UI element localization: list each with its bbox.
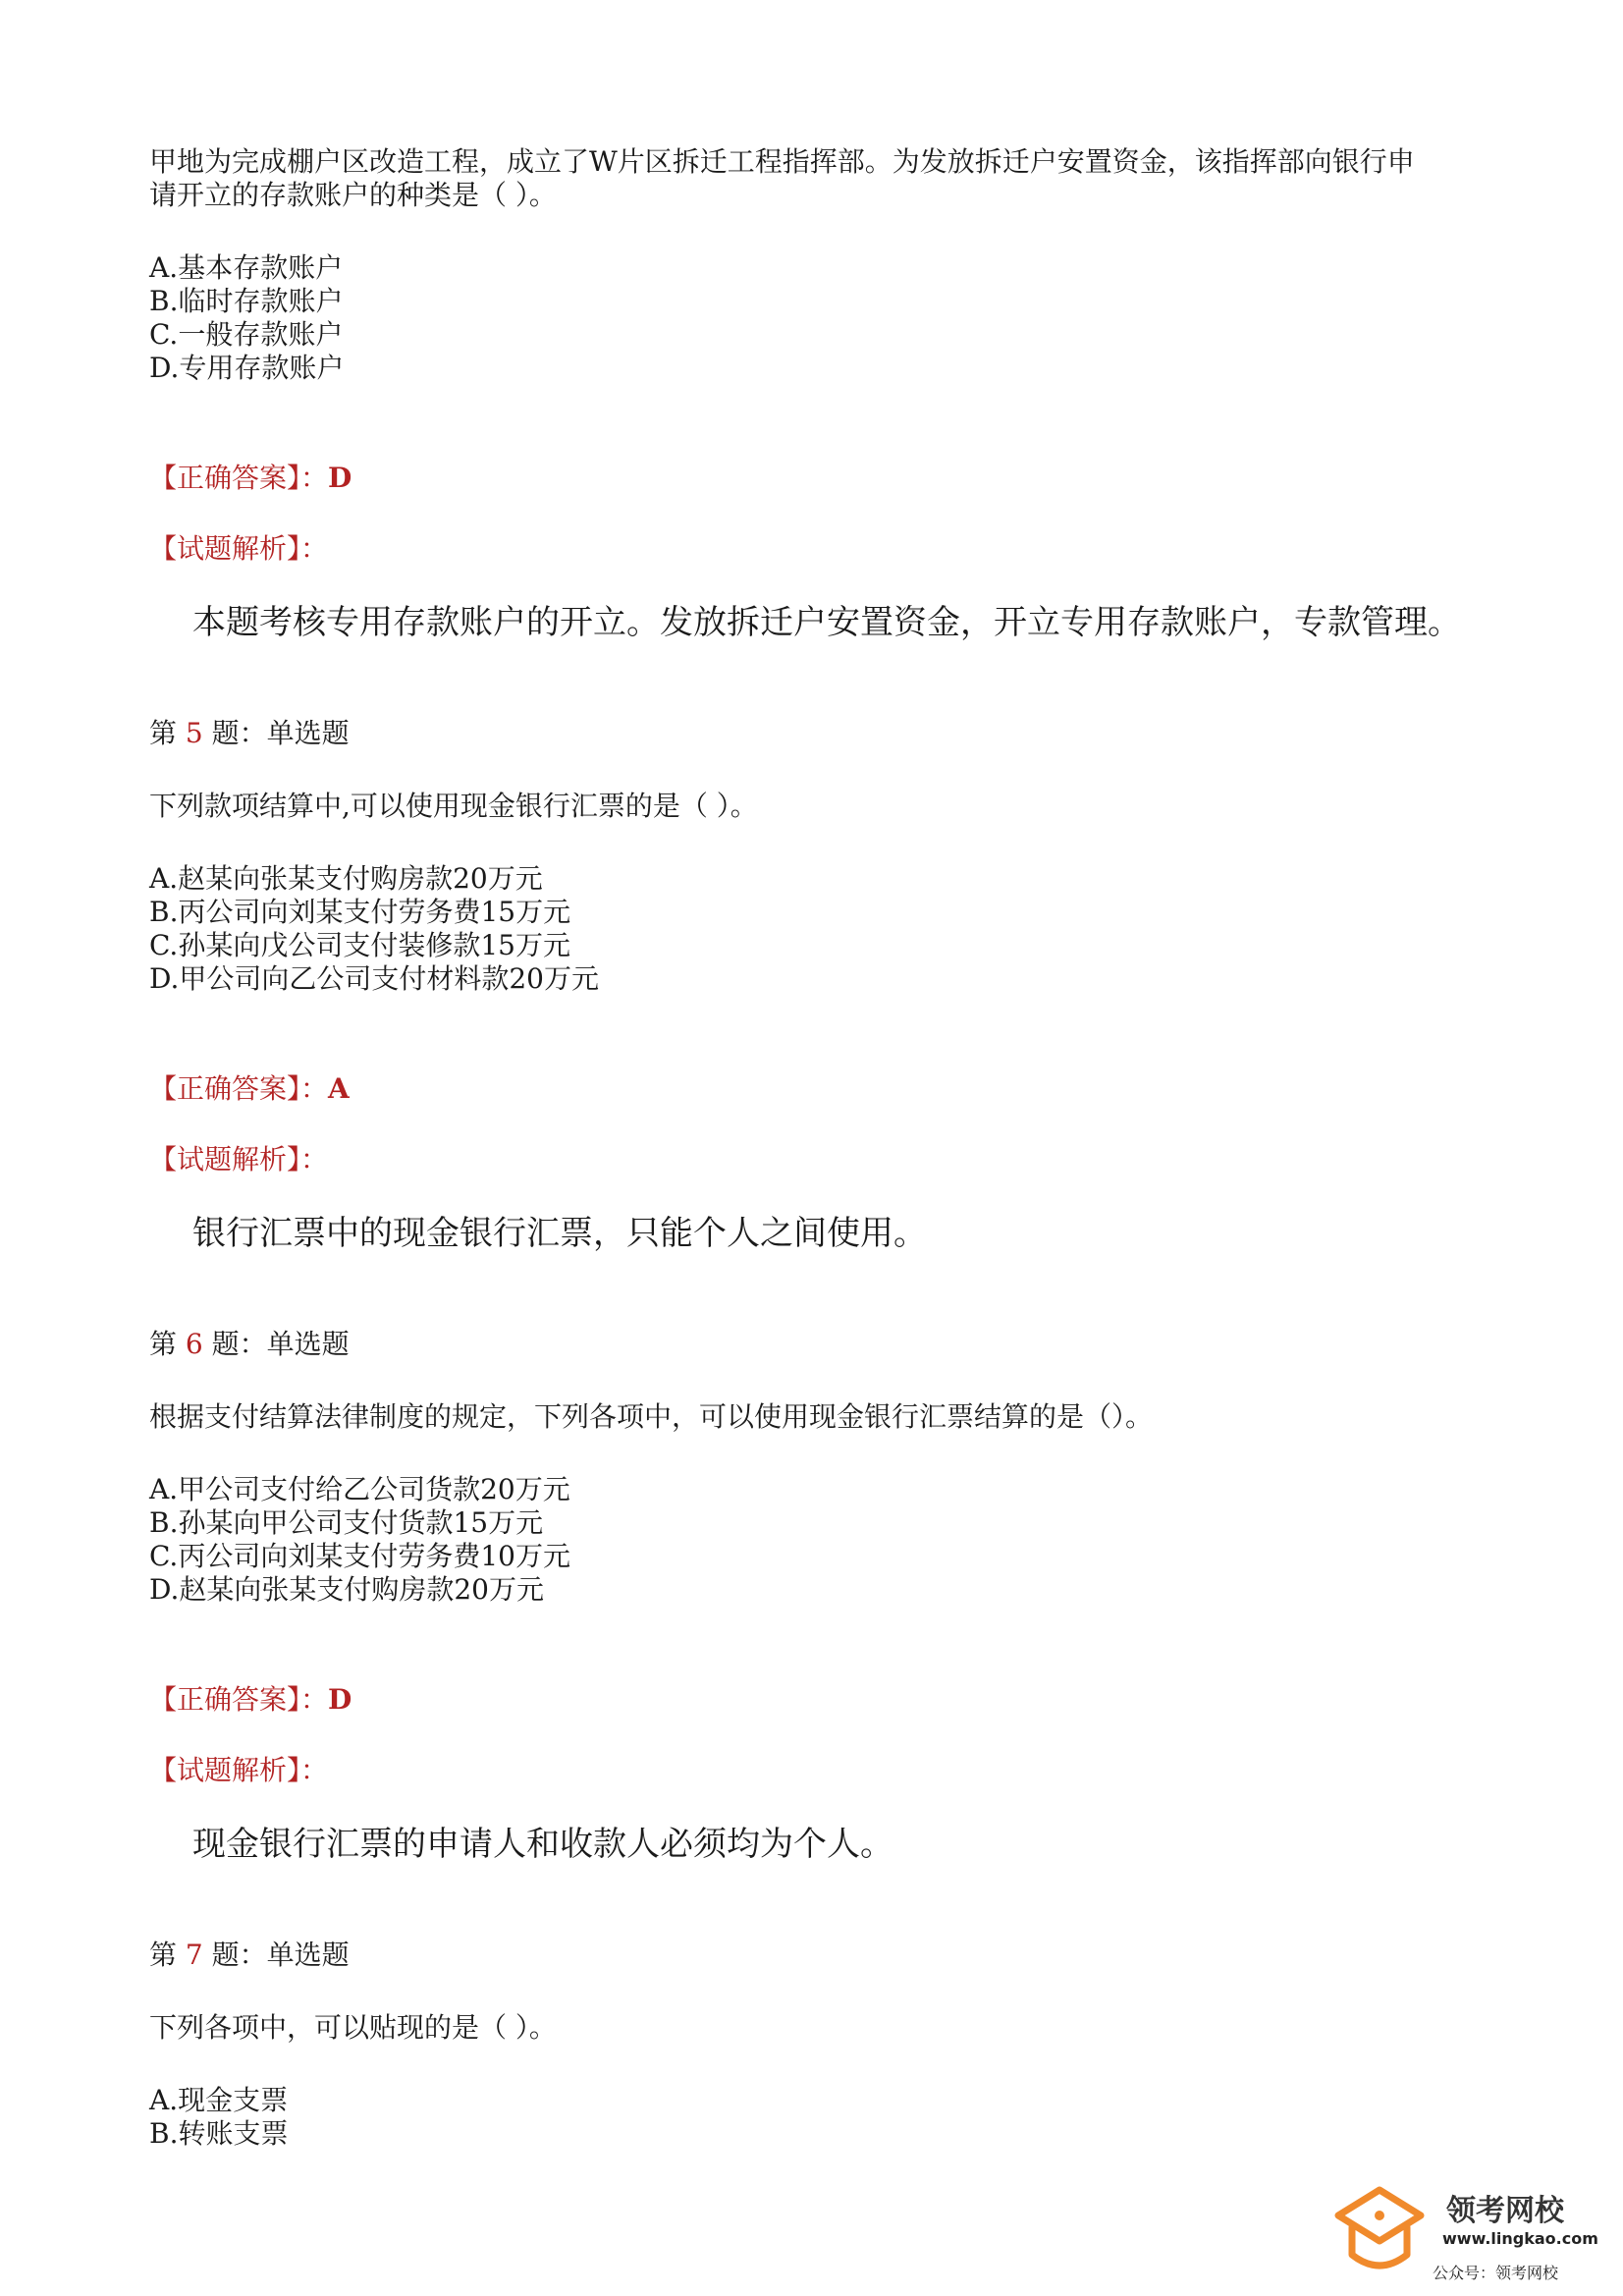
option-a: A.甲公司支付给乙公司货款20万元: [149, 1473, 570, 1505]
option-d: D.甲公司向乙公司支付材料款20万元: [149, 962, 599, 995]
answer-label: 【正确答案】：: [149, 1683, 329, 1716]
option-d: D.专用存款账户: [149, 352, 345, 384]
question-stem-line: 请开立的存款账户的种类是（ ）。: [149, 179, 557, 211]
analysis-label: 【试题解析】：: [149, 1754, 329, 1786]
question-number: 6: [185, 1328, 203, 1360]
option-a: A.基本存款账户: [149, 251, 344, 284]
brand-public-account: 公众号：领考网校: [1433, 2264, 1559, 2282]
option-d: D.赵某向张某支付购房款20万元: [149, 1573, 544, 1606]
graduation-cap-icon: [1330, 2182, 1429, 2280]
answer-value: D: [328, 1683, 352, 1716]
question-header-suffix: 题：单选题: [211, 1328, 350, 1360]
question-header: [149, 1328, 350, 1361]
answer-row: [149, 462, 352, 495]
brand-name: 领考网校: [1446, 2194, 1564, 2228]
answer-label: 【正确答案】：: [149, 1072, 329, 1105]
option-b: B.丙公司向刘某支付劳务费15万元: [149, 896, 571, 928]
question-header-prefix: 第: [149, 1939, 178, 1971]
question-header-suffix: 题：单选题: [211, 717, 350, 749]
question-stem: 下列各项中，可以贴现的是（ ）。: [149, 2011, 557, 2044]
answer-row: [149, 1683, 352, 1717]
brand-logo: [1330, 2182, 1596, 2290]
answer-label: 【正确答案】：: [149, 462, 329, 494]
question-header-prefix: 第: [149, 1328, 178, 1360]
analysis-text: 本题考核专用存款账户的开立。发放拆迁户安置资金，开立专用存款账户，专款管理。: [192, 603, 1461, 642]
option-c: C.丙公司向刘某支付劳务费10万元: [149, 1540, 570, 1572]
question-header: [149, 1939, 350, 1972]
answer-row: [149, 1072, 350, 1106]
option-c: C.一般存款账户: [149, 318, 344, 351]
question-stem: 下列款项结算中,可以使用现金银行汇票的是（ ）。: [149, 790, 758, 822]
option-b: B.孙某向甲公司支付货款15万元: [149, 1506, 544, 1539]
analysis-text: 银行汇票中的现金银行汇票，只能个人之间使用。: [192, 1214, 927, 1253]
question-stem-line: 甲地为完成棚户区改造工程，成立了W片区拆迁工程指挥部。为发放拆迁户安置资金，该指挥部向银行申: [149, 145, 1415, 178]
option-c: C.孙某向戊公司支付装修款15万元: [149, 929, 570, 961]
analysis-label: 【试题解析】：: [149, 1143, 329, 1175]
analysis-text: 现金银行汇票的申请人和收款人必须均为个人。: [192, 1825, 893, 1864]
question-number: 7: [185, 1939, 203, 1971]
answer-value: A: [328, 1072, 350, 1105]
question-header: [149, 717, 350, 750]
analysis-label: 【试题解析】：: [149, 532, 329, 565]
question-stem: 根据支付结算法律制度的规定，下列各项中，可以使用现金银行汇票结算的是（）。: [149, 1400, 1154, 1433]
brand-url: www.lingkao.com: [1442, 2229, 1598, 2248]
question-header-prefix: 第: [149, 717, 178, 749]
option-b: B.临时存款账户: [149, 285, 344, 317]
option-a: A.赵某向张某支付购房款20万元: [149, 862, 543, 895]
question-number: 5: [185, 717, 203, 749]
question-header-suffix: 题：单选题: [211, 1939, 350, 1971]
option-b: B.转账支票: [149, 2117, 289, 2150]
option-a: A.现金支票: [149, 2084, 289, 2116]
answer-value: D: [328, 462, 352, 494]
